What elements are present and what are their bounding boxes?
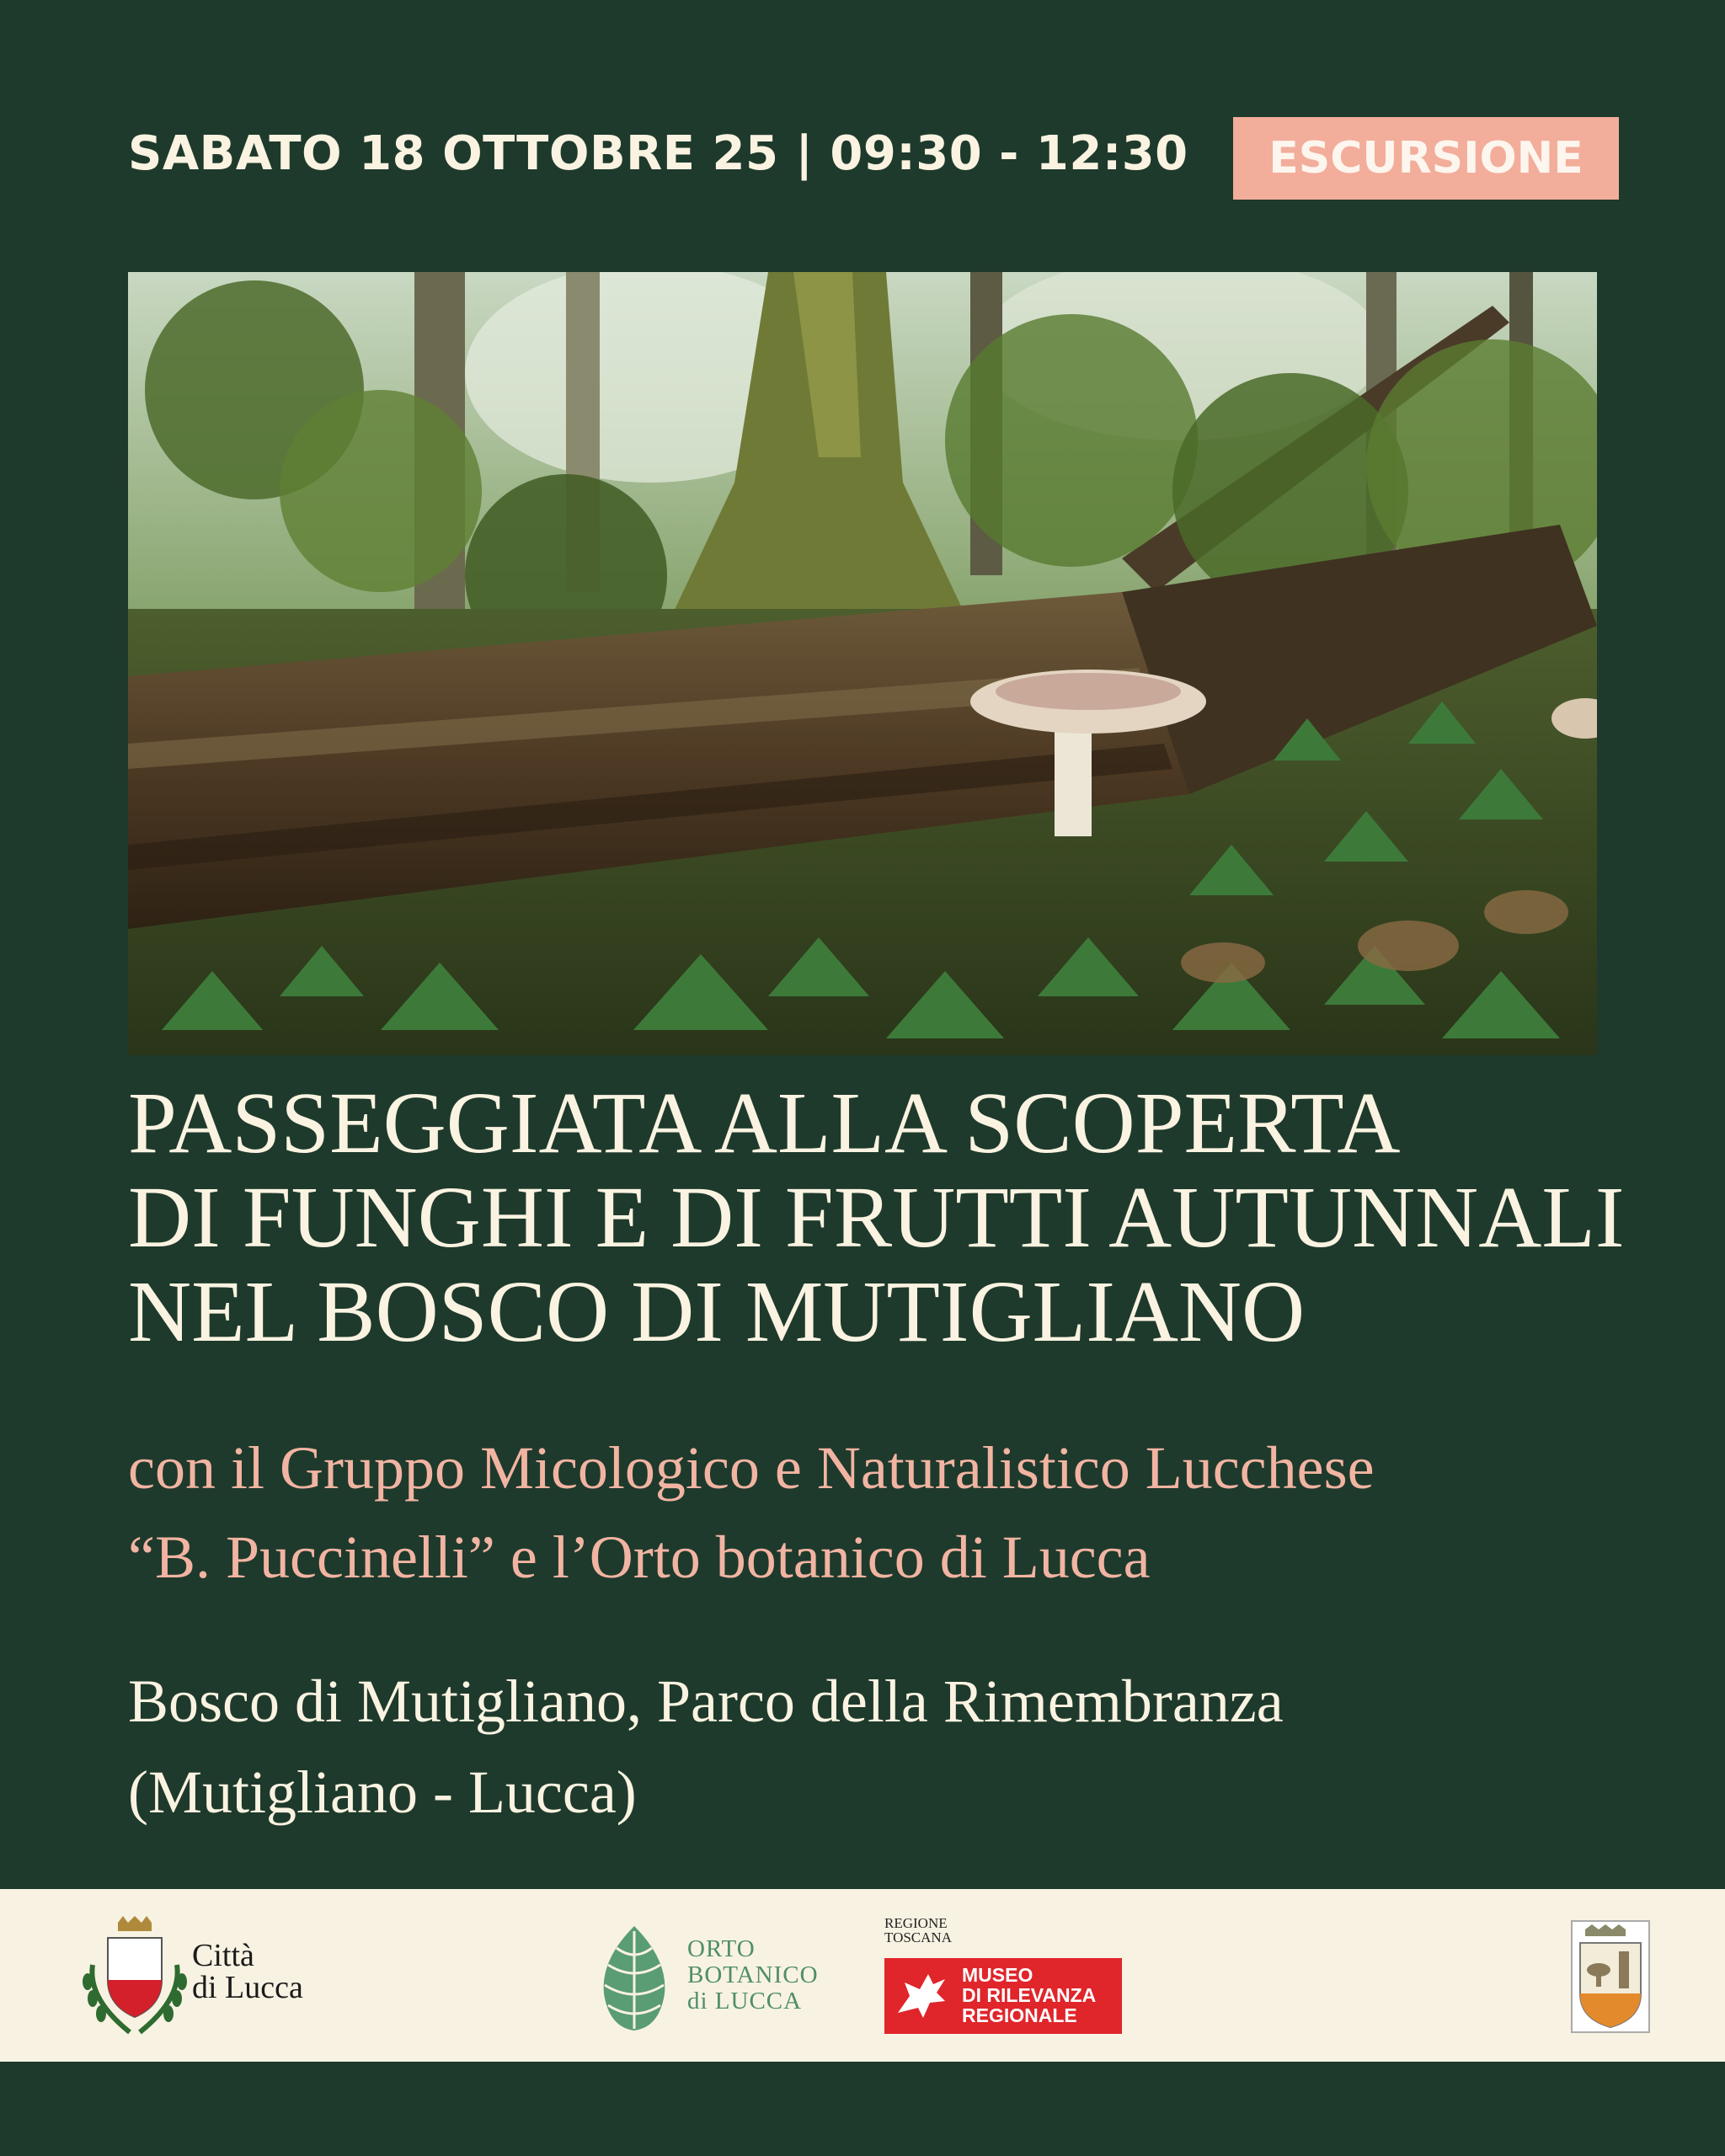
sponsor-footer xyxy=(0,1889,1725,2062)
museo-text xyxy=(962,1965,1096,2025)
event-type-badge: ESCURSIONE xyxy=(1233,117,1619,200)
museo-line-2: DI RILEVANZA xyxy=(962,1984,1097,2006)
mutigliano-logo xyxy=(1568,1918,1653,2036)
title-line-2: DI FUNGHI E DI FRUTTI AUTUNNALI xyxy=(128,1169,1625,1266)
event-title xyxy=(128,1076,1644,1359)
location-line-1: Bosco di Mutigliano, Parco della Rimembranza xyxy=(128,1668,1284,1735)
pine-cone-icon xyxy=(596,1923,672,2032)
event-location xyxy=(128,1656,1644,1838)
event-date-time: SABATO 18 OTTOBRE 25 | 09:30 - 12:30 xyxy=(128,126,1188,181)
regione-line-2: TOSCANA xyxy=(884,1929,952,1945)
subtitle-line-2: “B. Puccinelli” e l’Orto botanico di Lucca xyxy=(128,1524,1151,1591)
regione-line-1: REGIONE xyxy=(884,1915,948,1931)
orto-line-3: di LUCCA xyxy=(687,1988,803,2015)
museo-line-1: MUSEO xyxy=(962,1964,1033,1986)
title-line-3: NEL BOSCO DI MUTIGLIANO xyxy=(128,1263,1306,1360)
organizers-text xyxy=(128,1423,1644,1602)
regione-toscana-text xyxy=(884,1916,952,1945)
museo-rilevanza-regionale-logo xyxy=(884,1958,1122,2034)
forest-mushroom-photo xyxy=(128,272,1597,1055)
title-line-1: PASSEGGIATA ALLA SCOPERTA xyxy=(128,1075,1401,1171)
lucca-line-2: di Lucca xyxy=(192,1970,303,2005)
subtitle-line-1: con il Gruppo Micologico e Naturalistico Lucchese xyxy=(128,1434,1375,1502)
orto-line-1: ORTO xyxy=(687,1935,756,1962)
orto-line-2: BOTANICO xyxy=(687,1961,819,1988)
museo-line-3: REGIONALE xyxy=(962,2004,1077,2026)
mutigliano-crest-icon xyxy=(1568,1918,1653,2036)
orto-botanico-logo xyxy=(0,1889,842,2062)
pegasus-icon xyxy=(889,1962,957,2030)
lucca-line-1: Città xyxy=(192,1938,254,1973)
orto-logo-text xyxy=(687,1936,819,2015)
location-line-2: (Mutigliano - Lucca) xyxy=(128,1758,637,1826)
